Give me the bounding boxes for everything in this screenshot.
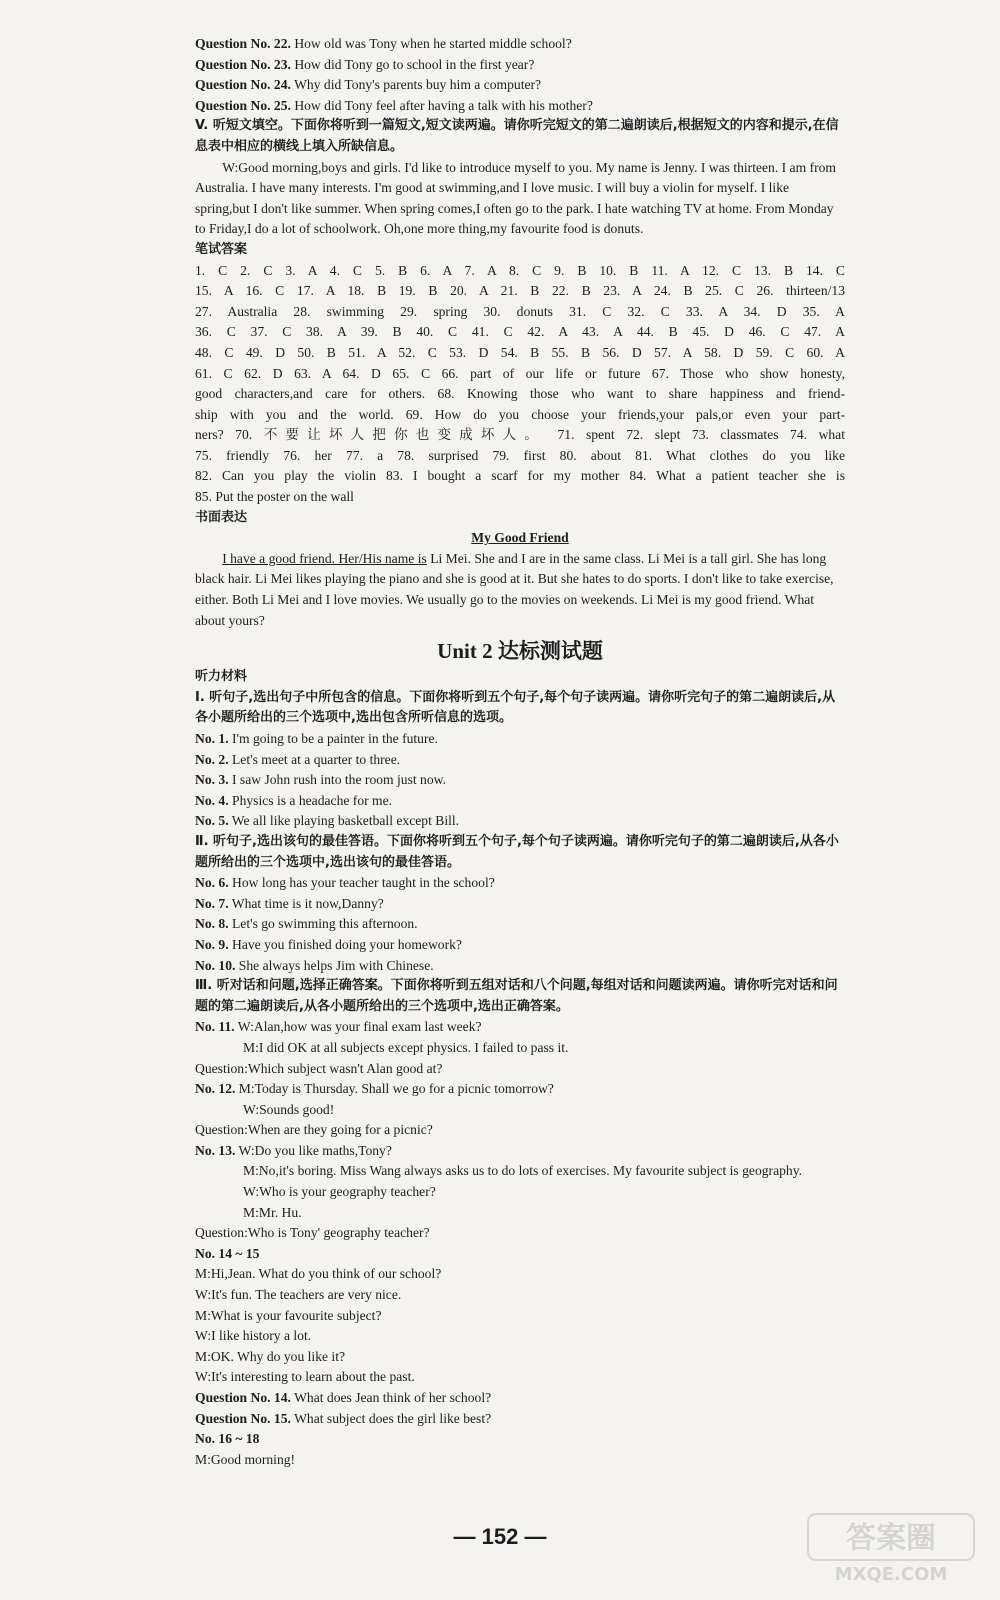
no11-w: W:Alan,how was your final exam last week? — [234, 1019, 482, 1035]
dialogue-line: M:OK. Why do you like it? — [195, 1348, 346, 1364]
no13-line — [195, 1141, 845, 1162]
sentence-item — [195, 811, 845, 832]
dialogue-line: W:It's interesting to learn about the past. — [195, 1369, 415, 1385]
no12-m: M:Today is Thursday. Shall we go for a picnic tomorrow? — [235, 1081, 554, 1097]
question-item-text: How did Tony go to school in the first year? — [290, 56, 535, 72]
q12: Question:When are they going for a picnic? — [195, 1122, 433, 1138]
dialogue-line: W:It's fun. The teachers are very nice. — [195, 1287, 402, 1303]
sentence-item-text: I saw John rush into the room just now. — [228, 772, 446, 788]
essay-body — [195, 549, 845, 631]
sentence-item-text: I'm going to be a painter in the future. — [228, 731, 438, 746]
question-item-label: Question No. 24. — [195, 77, 291, 93]
q14-text: What does Jean think of her school? — [290, 1390, 492, 1405]
question-item — [195, 75, 845, 96]
sentence-item-text: Let's go swimming this afternoon. — [228, 916, 418, 932]
answer-line: 82. Can you play the violin 83. I bought a scarf for my mother 84. What a patient teacher she is — [195, 468, 845, 484]
sentence-item-text: Have you finished doing your homework? — [228, 936, 462, 952]
answer-line: 1. C 2. C 3. A 4. C 5. B 6. A 7. A 8. C 9. B 10. B 11. A 12. C 13. B 14. C — [195, 262, 845, 278]
section-ii-instruction: Ⅱ. 听句子,选出该句的最佳答语。下面你将听到五个句子,每个句子读两遍。请你听完句子的第二遍朗读后,从各小题所给出的三个选项中,选出该句的最佳答语。 — [195, 833, 839, 870]
sentence-item — [195, 956, 845, 977]
sentence-item-label: No. 7. — [195, 895, 229, 911]
essay-title: My Good Friend — [471, 530, 569, 546]
answer-line: 48. C 49. D 50. B 51. A 52. C 53. D 54. B 55. B 56. D 57. A 58. D 59. C 60. A — [195, 344, 845, 360]
dialogue-line: M:What is your favourite subject? — [195, 1307, 382, 1323]
question-item-text: Why did Tony's parents buy him a computer? — [290, 77, 542, 93]
answer-line: good characters,and care for others. 68. Knowing those who want to share happiness and friend- — [195, 386, 845, 402]
section-ii-items — [195, 873, 845, 976]
question-item-text: How old was Tony when he started middle school? — [290, 36, 572, 51]
no13-label: No. 13. — [195, 1142, 236, 1158]
sentence-item — [195, 791, 845, 812]
no12-w: W:Sounds good! — [243, 1101, 335, 1117]
watermark-url: MXQE.COM — [834, 1564, 948, 1584]
question-item — [195, 96, 845, 117]
no16-18-label: No. 16 ~ 18 — [195, 1431, 260, 1447]
no12-label: No. 12. — [195, 1081, 236, 1097]
q15-label: Question No. 15. — [195, 1410, 291, 1426]
no13-m1: M:No,it's boring. Miss Wang always asks us to do lots of exercises. My favourite subject is geography. — [243, 1163, 803, 1179]
section-v-instruction: V. 听短文填空。下面你将听到一篇短文,短文读两遍。请你听完短文的第二遍朗读后,根据短文的内容和提示,在信息表中相应的横线上填入所缺信息。 — [195, 118, 839, 154]
answer-line: 36. C 37. C 38. A 39. B 40. C 41. C 42. A 43. A 44. B 45. D 46. C 47. A — [195, 324, 845, 340]
dialogue-16-first-line: M:Good morning! — [195, 1451, 296, 1467]
question-item-label: Question No. 25. — [195, 97, 291, 113]
sentence-item-label: No. 9. — [195, 936, 229, 952]
q11: Question:Which subject wasn't Alan good at? — [195, 1060, 443, 1076]
dialogue-line: M:Hi,Jean. What do you think of our school? — [195, 1266, 442, 1282]
sentence-item — [195, 873, 845, 894]
question-item-text: How did Tony feel after having a talk with his mother? — [290, 97, 593, 113]
sentence-item-label: No. 3. — [195, 772, 229, 788]
sentence-item-label: No. 5. — [195, 813, 229, 829]
written-answers-heading: 笔试答案 — [195, 241, 248, 257]
no13-w2: W:Who is your geography teacher? — [243, 1184, 436, 1200]
answer-line: 75. friendly 76. her 77. a 78. surprised 79. first 80. about 81. What clothes do you like — [195, 447, 845, 463]
q14-label: Question No. 14. — [195, 1390, 291, 1405]
q15-text: What subject does the girl like best? — [290, 1410, 492, 1426]
no12-line — [195, 1079, 845, 1100]
sentence-item — [195, 894, 845, 915]
essay-text: Li Mei. She and I are in the same class. Li Mei is a tall girl. She has long black hair. Li Mei likes playing the piano and she is good at it. But she hates to do sports. I don't like to take exercise, either. Both Li Mei and I love movies. We usually go to the movies on weekends. Li Mei is my good friend. What about yours? — [195, 550, 834, 628]
section-iii-instruction: Ⅲ. 听对话和问题,选择正确答案。下面你将听到五组对话和八个问题,每组对话和问题读两遍。请你听完对话和问题的第二遍朗读后,从各小题所给出的三个选项中,选出正确答案。 — [195, 978, 838, 1014]
written-answers-block — [195, 261, 845, 508]
sentence-item-label: No. 10. — [195, 957, 236, 973]
sentence-item-text: Physics is a headache for me. — [228, 792, 393, 808]
question-item — [195, 55, 845, 76]
sentence-item-label: No. 8. — [195, 916, 229, 932]
answer-line: ship with you and the world. 69. How do you choose your friends,your pals,or even your part- — [195, 406, 845, 422]
listening-heading: 听力材料 — [195, 669, 248, 685]
unit-title: Unit 2 达标测试题 — [437, 639, 603, 664]
question-item-label: Question No. 23. — [195, 56, 291, 72]
sentence-item-label: No. 4. — [195, 792, 229, 808]
essay-underlined-start: I have a good friend. Her/His name is — [222, 550, 427, 566]
sentence-item-text: She always helps Jim with Chinese. — [235, 957, 434, 973]
question-list-22-25 — [195, 34, 845, 116]
answer-line: 27. Australia 28. swimming 29. spring 30. donuts 31. C 32. C 33. A 34. D 35. A — [195, 303, 845, 319]
answer-line: 85. Put the poster on the wall — [195, 489, 354, 505]
sentence-item-text: How long has your teacher taught in the school? — [228, 875, 495, 891]
dialogue-line: W:I like history a lot. — [195, 1328, 312, 1344]
dialogue-14-15 — [195, 1264, 845, 1388]
no14-15-label: No. 14 ~ 15 — [195, 1245, 260, 1261]
section-i-items — [195, 729, 845, 832]
watermark-text: 答案圈 — [846, 1521, 936, 1556]
q15-line — [195, 1409, 845, 1430]
document-page — [195, 34, 845, 1470]
sentence-item — [195, 935, 845, 956]
sentence-item — [195, 750, 845, 771]
no13-w1: W:Do you like maths,Tony? — [235, 1142, 392, 1158]
question-item — [195, 34, 845, 55]
no11-line — [195, 1017, 845, 1038]
site-watermark-logo — [806, 1512, 976, 1584]
no11-label: No. 11. — [195, 1019, 235, 1035]
sentence-item-text: We all like playing basketball except Bill. — [228, 813, 460, 829]
page-number: — 152 — — [453, 1524, 547, 1549]
section-i-instruction: Ⅰ. 听句子,选出句子中所包含的信息。下面你将听到五个句子,每个句子读两遍。请你听完句子的第二遍朗读后,从各小题所给出的三个选项中,选出包含所听信息的选项。 — [195, 689, 836, 726]
question-item-label: Question No. 22. — [195, 36, 291, 51]
sentence-item-text: Let's meet at a quarter to three. — [228, 751, 401, 767]
sentence-item — [195, 729, 845, 750]
answer-line: 61. C 62. D 63. A 64. D 65. C 66. part of our life or future 67. Those who show honesty, — [195, 365, 845, 381]
writing-heading: 书面表达 — [195, 509, 248, 525]
no13-m2: M:Mr. Hu. — [243, 1204, 302, 1220]
q13: Question:Who is Tony' geography teacher? — [195, 1225, 430, 1241]
answer-line: 15. A 16. C 17. A 18. B 19. B 20. A 21. B 22. B 23. A 24. B 25. C 26. thirteen/13 — [195, 283, 845, 299]
sentence-item-text: What time is it now,Danny? — [228, 895, 384, 911]
q14-line — [195, 1388, 845, 1409]
answer-line: ners? 70. 不要让坏人把你也变成坏人。 71. spent 72. slept 73. classmates 74. what — [195, 427, 845, 443]
sentence-item-label: No. 6. — [195, 875, 229, 891]
sentence-item — [195, 770, 845, 791]
sentence-item-label: No. 1. — [195, 731, 229, 746]
sentence-item — [195, 914, 845, 935]
no11-m: M:I did OK at all subjects except physics. I failed to pass it. — [243, 1039, 569, 1055]
sentence-item-label: No. 2. — [195, 751, 229, 767]
section-v-passage: W:Good morning,boys and girls. I'd like to introduce myself to you. My name is Jenny. I was thirteen. I am from Australia. I have many interests. I'm good at swimming,and I love music. I will buy a violin for myself. I like spring,but I don't like summer. When spring comes,I often go to the park. I hate watching TV at home. From Monday to Friday,I do a lot of schoolwork. Oh,one more thing,my favourite food is donuts. — [195, 159, 836, 237]
